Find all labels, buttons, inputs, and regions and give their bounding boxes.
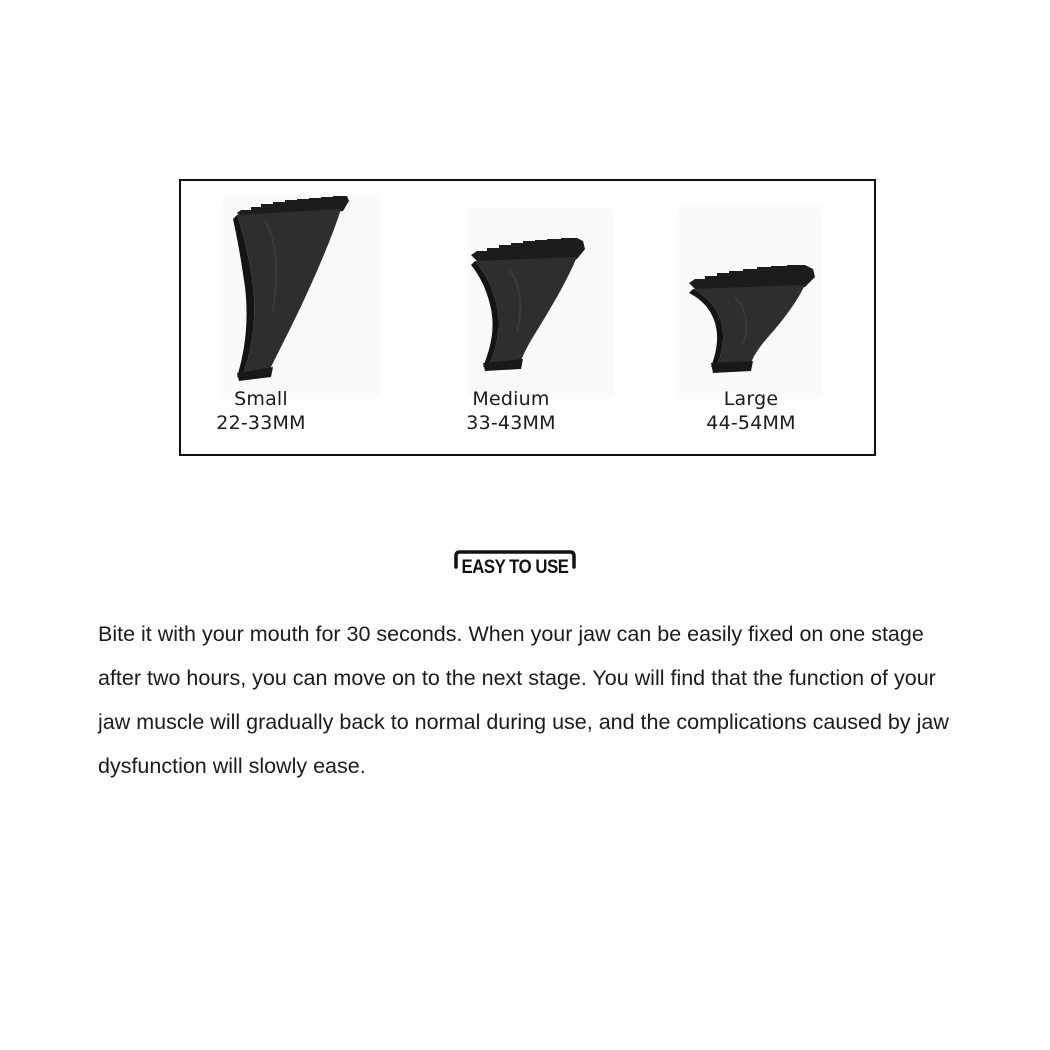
size-option-large (671, 181, 921, 454)
easy-to-use-badge (452, 549, 578, 583)
badge-label: EASY TO USE (461, 557, 569, 578)
size-option-small (181, 181, 431, 454)
size-range-label: 22-33MM (216, 412, 306, 434)
size-option-medium (431, 181, 681, 454)
usage-description: Bite it with your mouth for 30 seconds. When your jaw can be easily fixed on one stage after two hours, you can move on to the next stage. You will find that the function of your jaw muscle will gradually back to normal during use, and the complications caused by jaw dysfunction will slowly ease. (98, 622, 949, 778)
size-range-label: 33-43MM (466, 412, 556, 434)
size-label: Medium (472, 388, 550, 410)
size-label: Large (723, 388, 779, 410)
size-label: Small (234, 388, 288, 410)
size-range-label: 44-54MM (706, 412, 796, 434)
size-chart-panel (179, 179, 876, 456)
